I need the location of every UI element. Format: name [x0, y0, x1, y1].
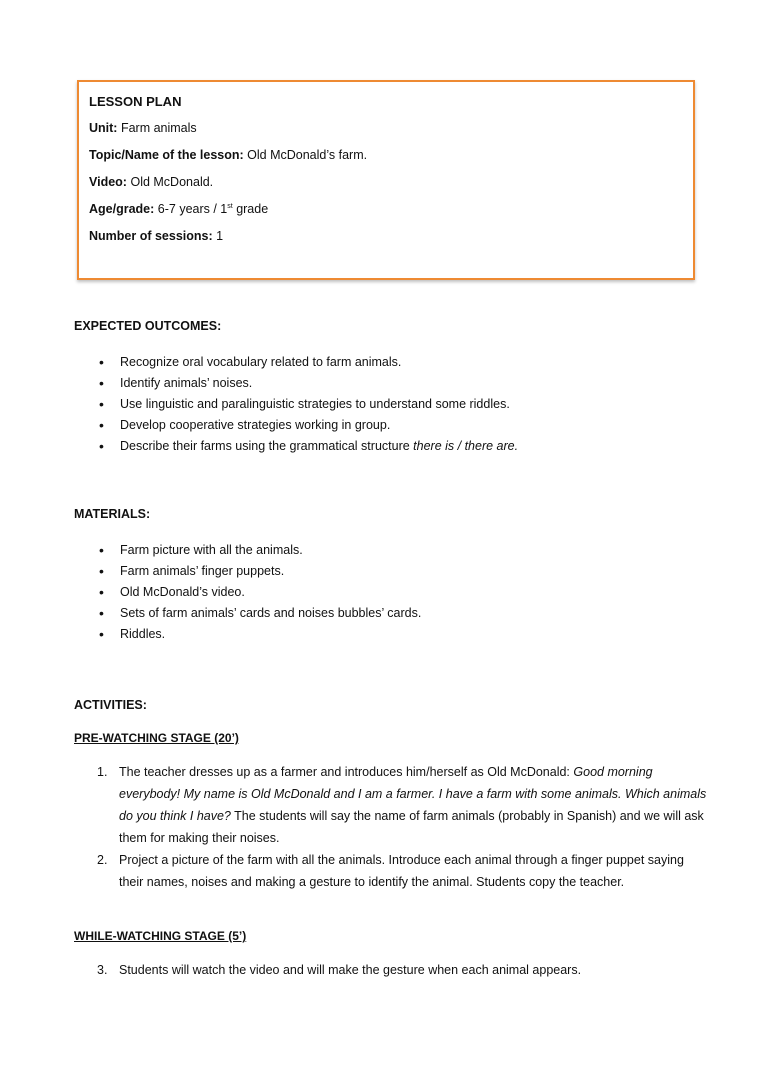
pre-watching-activities: [97, 761, 707, 893]
topic-value: Old McDonald’s farm.: [247, 148, 368, 162]
sessions-label: Number of sessions:: [89, 229, 213, 243]
bullet-icon: •: [99, 354, 104, 370]
age-label: Age/grade:: [89, 202, 155, 216]
topic-line: [89, 148, 693, 162]
list-item: • Use linguistic and paralinguistic strategies to understand some riddles.: [99, 396, 510, 412]
outcomes-heading: EXPECTED OUTCOMES:: [74, 319, 222, 333]
lesson-plan-title: LESSON PLAN: [89, 94, 182, 109]
sessions-line: [89, 229, 693, 243]
list-item: • Describe their farms using the grammatical structure there is / there are.: [99, 438, 519, 454]
bullet-icon: •: [99, 605, 104, 621]
list-item: 1. The teacher dresses up as a farmer and introduces him/herself as Old McDonald: Good morning everybody! My name is Old McDonald and I am a farmer. I have a farm with some animals. Which animals do you think I have? The students will say the name of farm animals (probably in Spanish) and we will ask them for making their noises.: [97, 765, 707, 845]
unit-value: Farm animals: [120, 121, 197, 135]
bullet-icon: •: [99, 438, 104, 454]
list-item: • Develop cooperative strategies working in group.: [99, 417, 391, 433]
while-watching-stage-heading: WHILE-WATCHING STAGE (5’): [74, 929, 247, 943]
topic-label: Topic/Name of the lesson:: [89, 148, 244, 162]
while-watching-activities: [97, 959, 707, 981]
bullet-icon: •: [99, 584, 104, 600]
list-item: • Farm animals’ finger puppets.: [99, 563, 285, 579]
unit-line: [89, 121, 693, 135]
list-item: • Old McDonald’s video.: [99, 584, 245, 600]
bullet-icon: •: [99, 626, 104, 642]
outcomes-list: [99, 354, 518, 459]
list-item: • Recognize oral vocabulary related to farm animals.: [99, 354, 402, 370]
list-item: • Identify animals’ noises.: [99, 375, 253, 391]
video-line: [89, 175, 693, 189]
bullet-icon: •: [99, 542, 104, 558]
age-line: [89, 202, 693, 216]
list-item: • Sets of farm animals’ cards and noises bubbles’ cards.: [99, 605, 422, 621]
materials-list: [99, 542, 421, 647]
list-item: 2. Project a picture of the farm with all the animals. Introduce each animal through a finger puppet saying their names, noises and making a gesture to identify the animal. Students copy the teacher.: [97, 853, 684, 889]
list-item: • Farm picture with all the animals.: [99, 542, 303, 558]
bullet-icon: •: [99, 417, 104, 433]
bullet-icon: •: [99, 375, 104, 391]
activities-heading: ACTIVITIES:: [74, 698, 147, 712]
video-label: Video:: [89, 175, 127, 189]
pre-watching-stage-heading: PRE-WATCHING STAGE (20’): [74, 731, 239, 745]
lesson-info-box: [77, 80, 695, 280]
bullet-icon: •: [99, 396, 104, 412]
bullet-icon: •: [99, 563, 104, 579]
list-item: • Riddles.: [99, 626, 166, 642]
unit-label: Unit:: [89, 121, 118, 135]
age-value: 6-7 years / 1st grade: [157, 202, 269, 216]
materials-heading: MATERIALS:: [74, 507, 151, 521]
list-item: 3. Students will watch the video and will make the gesture when each animal appears.: [97, 963, 582, 977]
video-value: Old McDonald.: [130, 175, 214, 189]
sessions-value: 1: [216, 229, 224, 243]
